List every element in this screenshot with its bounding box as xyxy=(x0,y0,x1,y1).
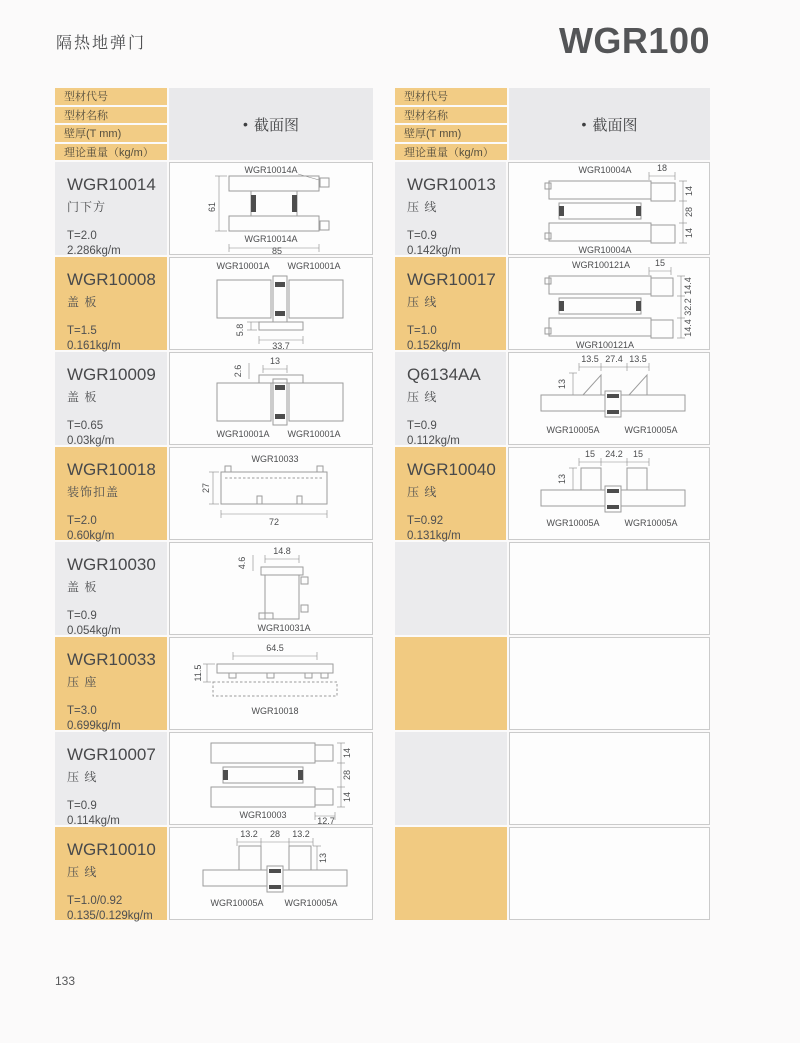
profile-cross-section xyxy=(171,258,371,349)
table-row xyxy=(395,162,710,255)
profile-name: 压 线 xyxy=(407,200,438,214)
dimension: 64.5 xyxy=(266,643,284,653)
diagram-cell xyxy=(509,637,710,730)
bullet-icon: • xyxy=(243,116,248,132)
header-cell-name: 型材名称 xyxy=(395,107,507,124)
diagram-cell xyxy=(169,257,373,350)
dimension: 13.2 xyxy=(292,829,310,839)
dimension: 15 xyxy=(654,258,666,268)
bullet-icon: • xyxy=(581,116,587,132)
diagram-label: WGR10018 xyxy=(251,706,299,716)
profile-thickness: T=1.0 xyxy=(407,325,437,337)
dimension: 14 xyxy=(342,747,352,759)
profile-thickness: T=2.0 xyxy=(67,230,97,242)
dimension: 12.7 xyxy=(317,816,335,826)
profile-thickness: T=3.0 xyxy=(67,705,97,717)
diagram-cell xyxy=(509,542,710,635)
page-number: 133 xyxy=(55,974,76,988)
table-header xyxy=(395,88,710,160)
dimension: 2.6 xyxy=(233,364,243,378)
profile-name: 压 线 xyxy=(407,485,438,499)
dimension: 13.5 xyxy=(581,354,599,364)
dimension: 61 xyxy=(207,201,217,213)
profile-thickness: T=0.92 xyxy=(407,515,444,527)
profile-code: WGR10040 xyxy=(407,460,496,479)
diagram-label: WGR10005A xyxy=(546,518,600,528)
profile-code: WGR10033 xyxy=(67,650,156,669)
table-row xyxy=(55,352,373,445)
profile-name: 盖 板 xyxy=(67,390,98,404)
dimension: 28 xyxy=(269,829,281,839)
profile-table-left xyxy=(55,88,373,922)
dimension: 14.8 xyxy=(273,546,291,556)
profile-name: 装饰扣盖 xyxy=(67,485,120,499)
header-cell-thickness: 壁厚(T mm) xyxy=(55,125,167,142)
profile-weight: 0.114kg/m xyxy=(67,815,120,827)
header-label-column xyxy=(395,88,507,160)
profile-info-cell xyxy=(55,162,167,255)
profile-info-cell xyxy=(55,732,167,825)
profile-cross-section xyxy=(509,353,709,444)
profile-weight: 0.142kg/m xyxy=(407,245,461,257)
table-row xyxy=(55,732,373,825)
profile-info-cell xyxy=(395,162,506,255)
dimension: 85 xyxy=(271,246,283,256)
profile-thickness: T=1.5 xyxy=(67,325,97,337)
profile-cross-section xyxy=(171,353,371,444)
profile-weight: 0.161kg/m xyxy=(67,340,121,352)
diagram-label: WGR10001A xyxy=(216,429,270,439)
dimension: 14.4 xyxy=(683,319,693,337)
diagram-label: WGR10014A xyxy=(244,234,298,244)
diagram-cell xyxy=(169,352,373,445)
profile-cross-section xyxy=(171,543,371,634)
diagram-cell xyxy=(169,542,373,635)
profile-info-cell xyxy=(55,542,167,635)
profile-weight: 0.054kg/m xyxy=(67,625,121,637)
dimension: 13 xyxy=(318,852,328,864)
profile-name: 压 线 xyxy=(407,295,438,309)
profile-thickness: T=0.9 xyxy=(407,230,437,242)
diagram-cell xyxy=(169,827,373,920)
profile-weight: 0.60kg/m xyxy=(67,530,115,542)
profile-info-cell xyxy=(395,637,507,730)
series-model: WGR100 xyxy=(558,20,710,61)
table-row xyxy=(55,542,373,635)
profile-info-cell xyxy=(395,732,507,825)
dimension: 15 xyxy=(632,449,644,459)
profile-weight: 2.286kg/m xyxy=(67,245,121,257)
dimension: 13 xyxy=(557,378,567,390)
profile-info-cell xyxy=(55,447,167,540)
diagram-label: WGR10005A xyxy=(624,518,678,528)
profile-code: WGR10017 xyxy=(407,270,496,289)
dimension: 14 xyxy=(684,227,694,239)
profile-code: WGR10010 xyxy=(67,840,156,859)
diagram-cell xyxy=(508,352,710,445)
header-cell-thickness: 壁厚(T mm) xyxy=(395,125,507,142)
profile-info-cell xyxy=(55,352,167,445)
dimension: 18 xyxy=(656,163,668,173)
diagram-label: WGR10031A xyxy=(257,623,311,633)
header-cell-code: 型材代号 xyxy=(55,88,167,105)
profile-name: 压 线 xyxy=(67,865,98,879)
profile-info-cell xyxy=(395,542,507,635)
profile-name: 盖 板 xyxy=(67,580,98,594)
profile-name: 压 线 xyxy=(67,770,98,784)
profile-weight: 0.699kg/m xyxy=(67,720,121,732)
table-row-empty xyxy=(395,637,710,730)
page-title: 隔热地弹门 xyxy=(56,35,147,52)
diagram-cell xyxy=(509,827,710,920)
diagram-label: WGR10005A xyxy=(284,898,338,908)
diagram-cell xyxy=(508,257,710,350)
table-header xyxy=(55,88,373,160)
dimension: 28 xyxy=(342,769,352,781)
diagram-cell xyxy=(509,732,710,825)
profile-info-cell xyxy=(395,352,506,445)
profile-cross-section xyxy=(171,828,371,919)
dimension: 24.2 xyxy=(605,449,623,459)
diagram-label: WGR10005A xyxy=(546,425,600,435)
dimension: 28 xyxy=(684,206,694,218)
profile-thickness: T=0.65 xyxy=(67,420,104,432)
dimension: 27 xyxy=(201,482,211,494)
diagram-cell xyxy=(508,162,710,255)
diagram-label: WGR10004A xyxy=(578,165,632,175)
diagram-label: WGR10003 xyxy=(239,810,287,820)
diagram-cell xyxy=(508,447,710,540)
profile-info-cell xyxy=(395,447,506,540)
profile-code: WGR10018 xyxy=(67,460,156,479)
profile-name: 盖 板 xyxy=(67,295,98,309)
header-cell-name: 型材名称 xyxy=(55,107,167,124)
dimension: 13 xyxy=(269,356,281,366)
header-cell-code: 型材代号 xyxy=(395,88,507,105)
dimension: 14.4 xyxy=(683,277,693,295)
table-row xyxy=(395,257,710,350)
profile-weight: 0.112kg/m xyxy=(407,435,460,447)
diagram-cell xyxy=(169,637,373,730)
profile-cross-section xyxy=(171,448,371,539)
profile-code: WGR10030 xyxy=(67,555,156,574)
dimension: 14 xyxy=(342,791,352,803)
profile-thickness: T=1.0/0.92 xyxy=(67,895,123,907)
dimension: 27.4 xyxy=(605,354,623,364)
dimension: 4.6 xyxy=(237,556,247,570)
dimension: 72 xyxy=(268,517,280,527)
dimension: 5.8 xyxy=(235,323,245,337)
diagram-label: WGR10001A xyxy=(287,261,341,271)
profile-cross-section xyxy=(171,163,371,254)
dimension: 15 xyxy=(584,449,596,459)
profile-weight: 0.135/0.129kg/m xyxy=(67,910,153,922)
profile-info-cell xyxy=(395,827,507,920)
section-label: 截面图 xyxy=(592,116,638,134)
profile-code: Q6134AA xyxy=(407,365,481,384)
profile-thickness: T=0.9 xyxy=(67,800,97,812)
table-row xyxy=(55,447,373,540)
diagram-label: WGR100121A xyxy=(575,340,635,350)
diagram-label: WGR10014A xyxy=(244,165,298,175)
diagram-label: WGR10001A xyxy=(287,429,341,439)
diagram-cell xyxy=(169,732,373,825)
section-diagram-header xyxy=(509,88,710,160)
table-row xyxy=(55,637,373,730)
profile-cross-section xyxy=(509,258,709,349)
profile-cross-section xyxy=(171,638,371,729)
dimension: 32.2 xyxy=(683,298,693,316)
profile-name: 压 线 xyxy=(407,390,438,404)
dimension: 13 xyxy=(557,473,567,485)
profile-code: WGR10007 xyxy=(67,745,156,764)
table-row-empty xyxy=(395,827,710,920)
profile-cross-section xyxy=(171,733,371,824)
diagram-label: WGR10005A xyxy=(624,425,678,435)
profile-weight: 0.131kg/m xyxy=(407,530,461,542)
profile-info-cell xyxy=(55,827,167,920)
profile-code: WGR10013 xyxy=(407,175,496,194)
profile-code: WGR10008 xyxy=(67,270,156,289)
diagram-label: WGR10004A xyxy=(578,245,632,255)
profile-thickness: T=0.9 xyxy=(407,420,437,432)
table-row xyxy=(55,257,373,350)
dimension: 13.2 xyxy=(240,829,258,839)
profile-cross-section xyxy=(509,163,709,254)
diagram-cell xyxy=(169,162,373,255)
diagram-label: WGR10005A xyxy=(210,898,264,908)
profile-name: 门下方 xyxy=(67,200,107,214)
section-label: 截面图 xyxy=(253,116,299,134)
header-label-column xyxy=(55,88,167,160)
dimension: 11.5 xyxy=(193,664,203,682)
table-row xyxy=(395,447,710,540)
diagram-label: WGR10001A xyxy=(216,261,270,271)
profile-info-cell xyxy=(55,637,167,730)
dimension: 13.5 xyxy=(629,354,647,364)
profile-thickness: T=2.0 xyxy=(67,515,97,527)
table-row xyxy=(55,827,373,920)
table-row xyxy=(55,162,373,255)
profile-name: 压 座 xyxy=(67,675,98,689)
profile-weight: 0.152kg/m xyxy=(407,340,461,352)
section-diagram-header xyxy=(169,88,373,160)
profile-code: WGR10014 xyxy=(67,175,156,194)
header-cell-weight: 理论重量（kg/m） xyxy=(395,144,507,161)
dimension: 33.7 xyxy=(272,341,290,351)
table-row xyxy=(395,352,710,445)
profile-code: WGR10009 xyxy=(67,365,156,384)
table-row-empty xyxy=(395,542,710,635)
diagram-label: WGR10033 xyxy=(251,454,299,464)
diagram-cell xyxy=(169,447,373,540)
dimension: 14 xyxy=(684,185,694,197)
profile-table-right xyxy=(395,88,710,922)
profile-info-cell xyxy=(395,257,506,350)
header-cell-weight: 理论重量（kg/m） xyxy=(55,144,167,161)
profile-info-cell xyxy=(55,257,167,350)
profile-cross-section xyxy=(509,448,709,539)
profile-thickness: T=0.9 xyxy=(67,610,97,622)
table-row-empty xyxy=(395,732,710,825)
profile-weight: 0.03kg/m xyxy=(67,435,115,447)
diagram-label: WGR100121A xyxy=(571,260,631,270)
